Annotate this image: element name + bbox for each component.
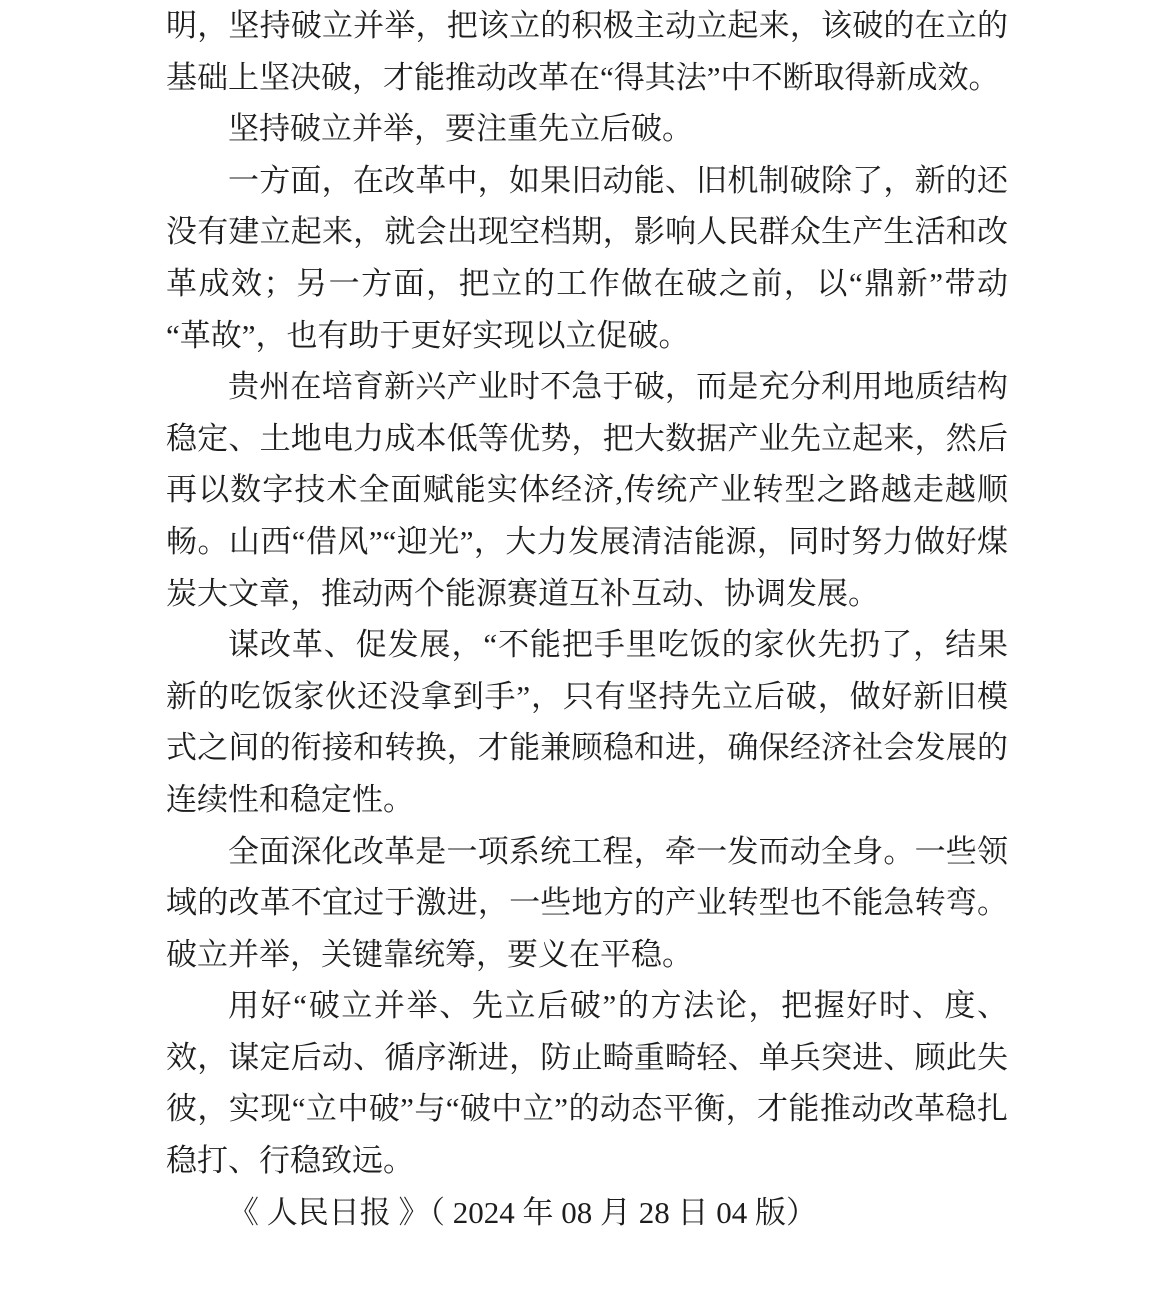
paragraph-continuation: 明，坚持破立并举，把该立的积极主动立起来，该破的在立的基础上坚决破，才能推动改革在“得其法”中不断取得新成效。 (166, 8, 1008, 95)
paragraph-4: 贵州在培育新兴产业时不急于破，而是充分利用地质结构稳定、土地电力成本低等优势，把大数据产业先立起来，然后再以数字技术全面赋能实体经济,传统产业转型之路越走越顺畅。山西“借风”“迎光”，大力发展清洁能源，同时努力做好煤炭大文章，推动两个能源赛道互补互动、协调发展。 (166, 369, 1008, 611)
source-citation: 《 人民日报 》（ 2024 年 08 月 28 日 04 版） (228, 1194, 817, 1230)
paragraph-3: 一方面，在改革中，如果旧动能、旧机制破除了，新的还没有建立起来，就会出现空档期，影响人民群众生产生活和改革成效；另一方面，把立的工作做在破之前，以“鼎新”带动“革故”，也有助于更好实现以立促破。 (166, 162, 1008, 353)
paragraph-6: 全面深化改革是一项系统工程，牵一发而动全身。一些领域的改革不宜过于激进，一些地方的产业转型也不能急转弯。破立并举，关键靠统筹，要义在平稳。 (166, 833, 1008, 972)
paragraph-7: 用好“破立并举、先立后破”的方法论，把握好时、度、效，谋定后动、循序渐进，防止畸重畸轻、单兵突进、顾此失彼，实现“立中破”与“破中立”的动态平衡，才能推动改革稳扎稳打、行稳致远。 (166, 988, 1008, 1179)
article-body (166, 0, 1008, 1238)
paragraph-2: 坚持破立并举，要注重先立后破。 (228, 111, 693, 147)
paragraph-5: 谋改革、促发展，“不能把手里吃饭的家伙先扔了，结果新的吃饭家伙还没拿到手”，只有坚持先立后破，做好新旧模式之间的衔接和转换，才能兼顾稳和进，确保经济社会发展的连续性和稳定性。 (166, 627, 1008, 817)
